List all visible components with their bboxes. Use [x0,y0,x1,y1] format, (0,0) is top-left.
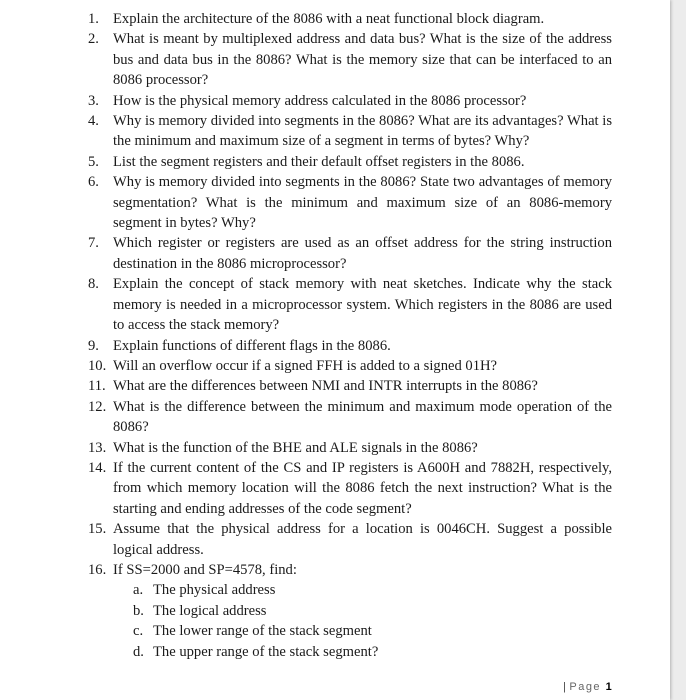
question-text: If SS=2000 and SP=4578, find: [113,561,297,578]
question-item [88,397,612,438]
page-footer [563,681,612,693]
question-number: 15. [88,521,107,538]
question-item [88,376,612,396]
question-text: Assume that the physical address for a location is 0046CH. Suggest a possible logical address. [113,521,612,558]
question-text: Will an overflow occur if a signed FFH is added to a signed 01H? [113,357,498,374]
sub-question-text: The logical address [153,602,267,619]
question-text: What is the function of the BHE and ALE signals in the 8086? [113,439,478,456]
sub-question-letter: c. [133,623,144,640]
question-item [88,172,612,233]
footer-separator: | [563,681,568,693]
question-text: List the segment registers and their default offset registers in the 8086. [113,153,525,170]
question-item [88,560,612,662]
question-number: 10. [88,357,107,374]
question-text: How is the physical memory address calculated in the 8086 processor? [113,92,527,109]
sub-question-text: The lower range of the stack segment [153,623,372,640]
sub-question-letter: a. [133,582,144,599]
question-list [88,9,612,662]
question-item [88,111,612,152]
question-item [88,233,612,274]
question-text: Explain functions of different flags in the 8086. [113,337,391,354]
question-item [88,91,612,111]
question-number: 5. [88,153,99,170]
question-number: 16. [88,561,107,578]
question-text: Why is memory divided into segments in the 8086? What are its advantages? What is the minimum and maximum size of a segment in terms of bytes? Why? [113,113,612,150]
question-number: 12. [88,398,107,415]
sub-question-text: The upper range of the stack segment? [153,643,379,660]
question-number: 2. [88,31,99,48]
question-number: 4. [88,113,99,130]
question-number: 11. [88,378,106,395]
sub-question-item [133,601,612,621]
question-text: Which register or registers are used as an offset address for the string instruction destination in the 8086 microprocessor? [113,235,612,272]
question-item [88,274,612,335]
sub-question-item [133,580,612,600]
question-item [88,336,612,356]
question-text: What is meant by multiplexed address and data bus? What is the size of the address bus and data bus in the 8086? What is the memory size that can be interfaced to an 8086 processor? [113,31,612,89]
question-item [88,356,612,376]
question-number: 8. [88,276,99,293]
question-number: 9. [88,337,99,354]
question-item [88,152,612,172]
footer-page-number: 1 [605,681,612,693]
question-item [88,9,612,29]
sub-question-letter: b. [133,602,144,619]
question-text: Explain the architecture of the 8086 with a neat functional block diagram. [113,11,545,27]
question-item [88,519,612,560]
question-text: Why is memory divided into segments in the 8086? State two advantages of memory segmentation? What is the minimum and maximum size of an 8086-memory segment in bytes? Why? [113,174,612,232]
question-text: What is the difference between the minimum and maximum mode operation of the 8086? [113,398,612,436]
question-item [88,438,612,458]
sub-question-text: The physical address [153,582,276,599]
question-text: Explain the concept of stack memory with neat sketches. Indicate why the stack memory is needed in a microprocessor system. Which registers in the 8086 are used to access the stack memory? [113,276,612,334]
question-text: If the current content of the CS and IP registers is A600H and 7882H, respectively, from which memory location will the 8086 fetch the next instruction? What is the starting and ending addresses of the code segment? [113,459,612,517]
sub-question-item [133,621,612,641]
sub-question-list [113,580,612,662]
question-item [88,458,612,519]
question-number: 14. [88,459,107,476]
question-number: 6. [88,174,99,191]
question-number: 7. [88,235,99,252]
sub-question-letter: d. [133,643,144,660]
question-number: 1. [88,11,99,27]
footer-page-label: Page [569,681,602,693]
question-item [88,29,612,90]
sub-question-item [133,642,612,662]
question-number: 13. [88,439,107,456]
question-number: 3. [88,92,99,109]
question-text: What are the differences between NMI and INTR interrupts in the 8086? [113,378,538,395]
